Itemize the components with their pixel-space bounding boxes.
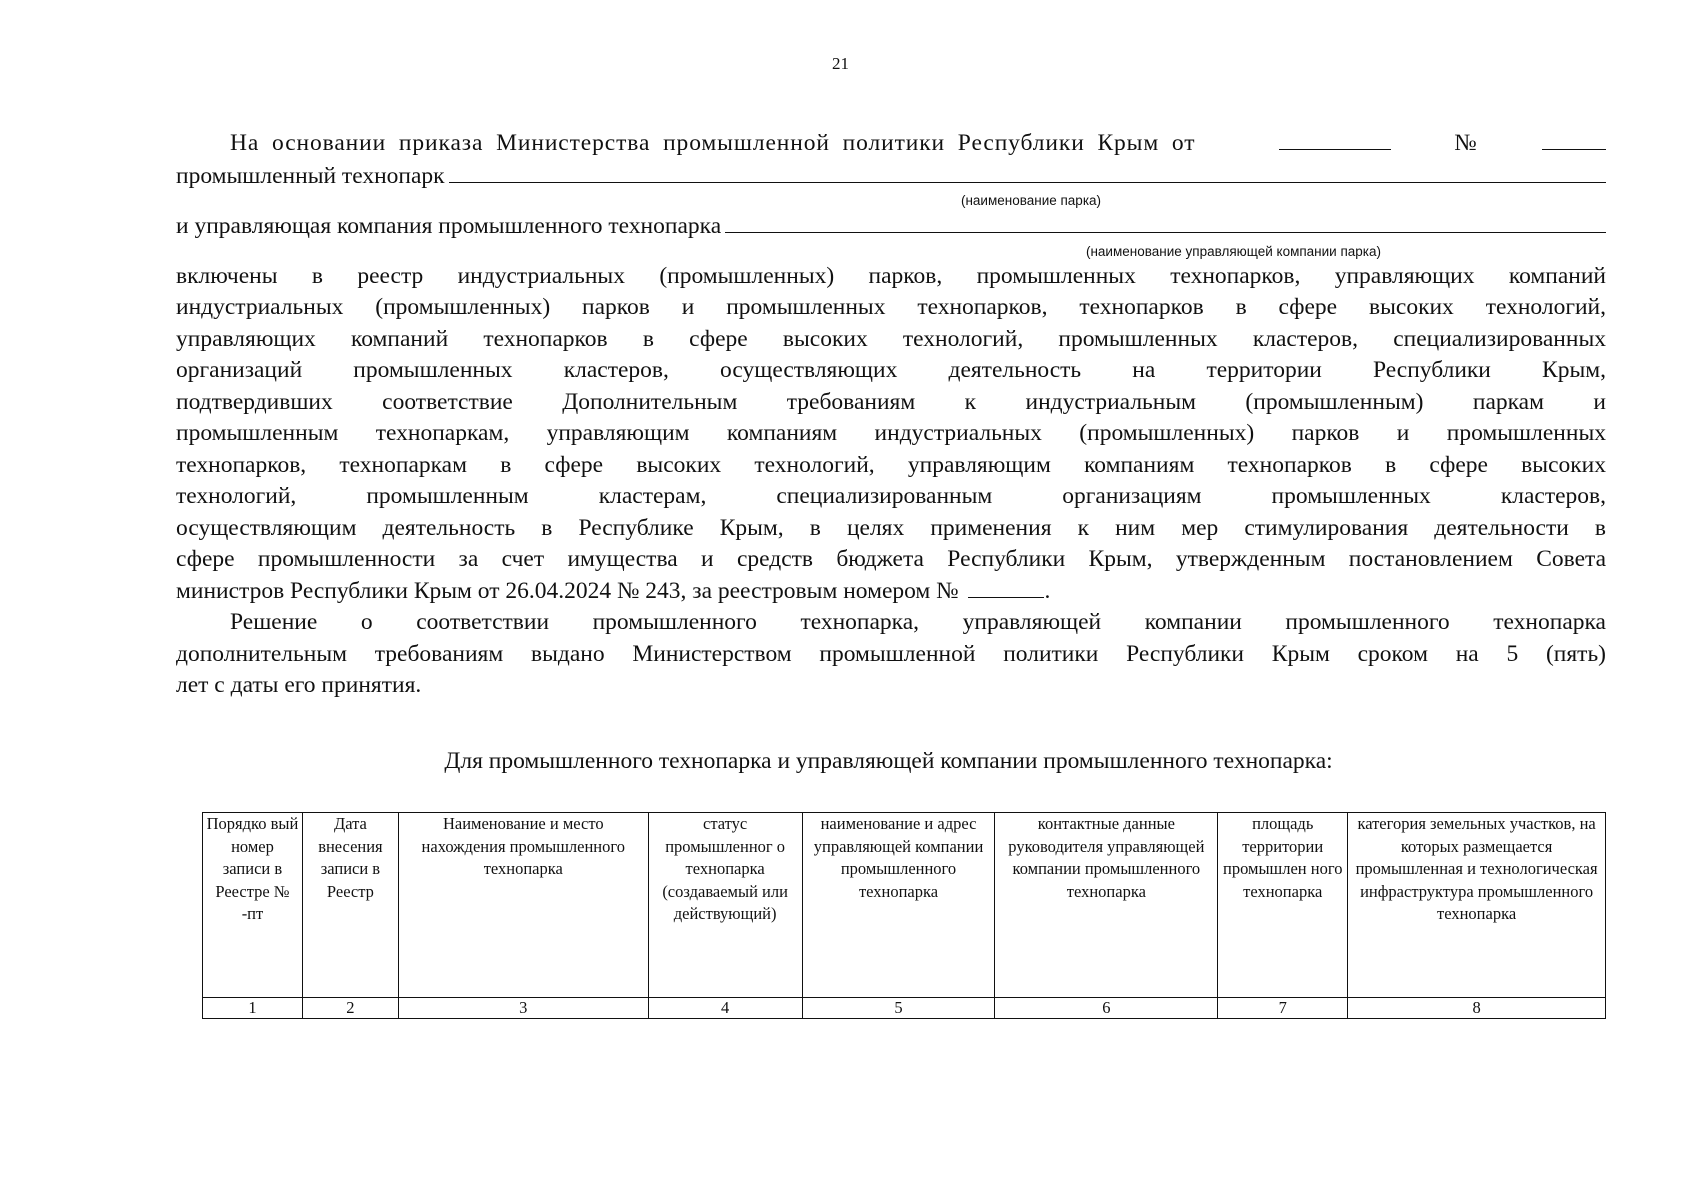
order-line <box>176 128 1606 160</box>
company-name-line <box>176 210 1606 243</box>
paragraph-line: технопарков, технопаркам в сфере высоких технологий, управляющим компаниям технопарков в сфере высоких <box>176 451 1606 478</box>
header-cell-record-number: Порядко вый номер записи в Реестре № -пт <box>203 813 303 998</box>
company-label: и управляющая компания промышленного технопарка <box>176 213 722 239</box>
order-date-blank <box>1279 129 1391 150</box>
document-body <box>176 128 1606 702</box>
header-cell-land-category: категория земельных участков, на которых размещается промышленная и технологическая инфраструктура промышленного технопарка <box>1348 813 1606 998</box>
order-number-sign: № <box>1454 130 1477 156</box>
paragraph-line: Решение о соответствии промышленного технопарка, управляющей компании промышленного технопарка <box>230 609 1606 635</box>
page-number: 21 <box>832 54 849 73</box>
column-number: 6 <box>995 998 1218 1019</box>
paragraph-line: сфере промышленности за счет имущества и средств бюджета Республики Крым, утвержденным постановлением Совета <box>176 546 1606 572</box>
paragraph-line: организаций промышленных кластеров, осуществляющих деятельность на территории Республики Крым, <box>176 357 1606 383</box>
table-number-row <box>203 998 1606 1019</box>
column-number: 7 <box>1218 998 1348 1019</box>
header-cell-park-status: статус промышленног о технопарка (создаваемый или действующий) <box>648 813 802 998</box>
company-name-caption: (наименование управляющей компании парка) <box>1085 243 1381 259</box>
paragraph-line: включены в реестр индустриальных (промышленных) парков, промышленных технопарков, управляющих компаний <box>176 262 1606 289</box>
order-number-blank <box>1542 129 1606 150</box>
registry-table <box>202 812 1606 1019</box>
park-name-blank <box>449 160 1606 183</box>
paragraph-line: технологий, промышленным кластерам, специализированным организациям промышленных кластеров, <box>176 483 1606 509</box>
header-cell-contact-data: контактные данные руководителя управляющей компании промышленного технопарка <box>995 813 1218 998</box>
park-name-line <box>176 160 1606 193</box>
order-text: На основании приказа Министерства промышленной политики Республики Крым от <box>230 130 1196 156</box>
paragraph-line: осуществляющим деятельность в Республике Крым, в целях применения к ним мер стимулирования деятельности в <box>176 514 1606 541</box>
park-name-caption: (наименование парка) <box>960 193 1102 208</box>
column-number: 2 <box>302 998 398 1019</box>
header-cell-park-name-location: Наименование и место нахождения промышленного технопарка <box>398 813 648 998</box>
column-number: 4 <box>648 998 802 1019</box>
registry-number-period: . <box>1044 577 1051 604</box>
park-label: промышленный технопарк <box>176 162 445 189</box>
column-number: 3 <box>398 998 648 1019</box>
paragraph-line: промышленным технопаркам, управляющим компаниям индустриальных (промышленных) парков и промышленных <box>176 420 1606 446</box>
header-cell-entry-date: Дата внесения записи в Реестр <box>302 813 398 998</box>
column-number: 8 <box>1348 998 1606 1019</box>
registry-number-text: министров Республики Крым от 26.04.2024 № 243, за реестровым номером № <box>176 577 959 604</box>
table-title: Для промышленного технопарка и управляющей компании промышленного технопарка: <box>444 748 1333 774</box>
company-name-blank <box>725 210 1606 233</box>
paragraph-line: управляющих компаний технопарков в сфере высоких технологий, промышленных кластеров, специализированных <box>176 325 1606 352</box>
registry-number-blank <box>968 577 1044 598</box>
table-header-row <box>203 813 1606 998</box>
paragraph-line: индустриальных (промышленных) парков и промышленных технопарков, технопарков в сфере высоких технологий, <box>176 294 1606 320</box>
header-cell-company-name-address: наименование и адрес управляющей компании промышленного технопарка <box>802 813 995 998</box>
paragraph-line: подтвердивших соответствие Дополнительным требованиям к индустриальным (промышленным) паркам и <box>176 388 1606 415</box>
registry-number-line <box>176 576 1606 608</box>
column-number: 5 <box>802 998 995 1019</box>
header-cell-territory-area: площадь территории промышлен ного технопарка <box>1218 813 1348 998</box>
decision-paragraph <box>176 607 1606 702</box>
paragraph-line: дополнительным требованиям выдано Министерством промышленной политики Республики Крым сроком на 5 (пять) <box>176 640 1606 667</box>
column-number: 1 <box>203 998 303 1019</box>
paragraph-line: лет с даты его принятия. <box>176 672 422 698</box>
registry-paragraph <box>176 261 1606 608</box>
